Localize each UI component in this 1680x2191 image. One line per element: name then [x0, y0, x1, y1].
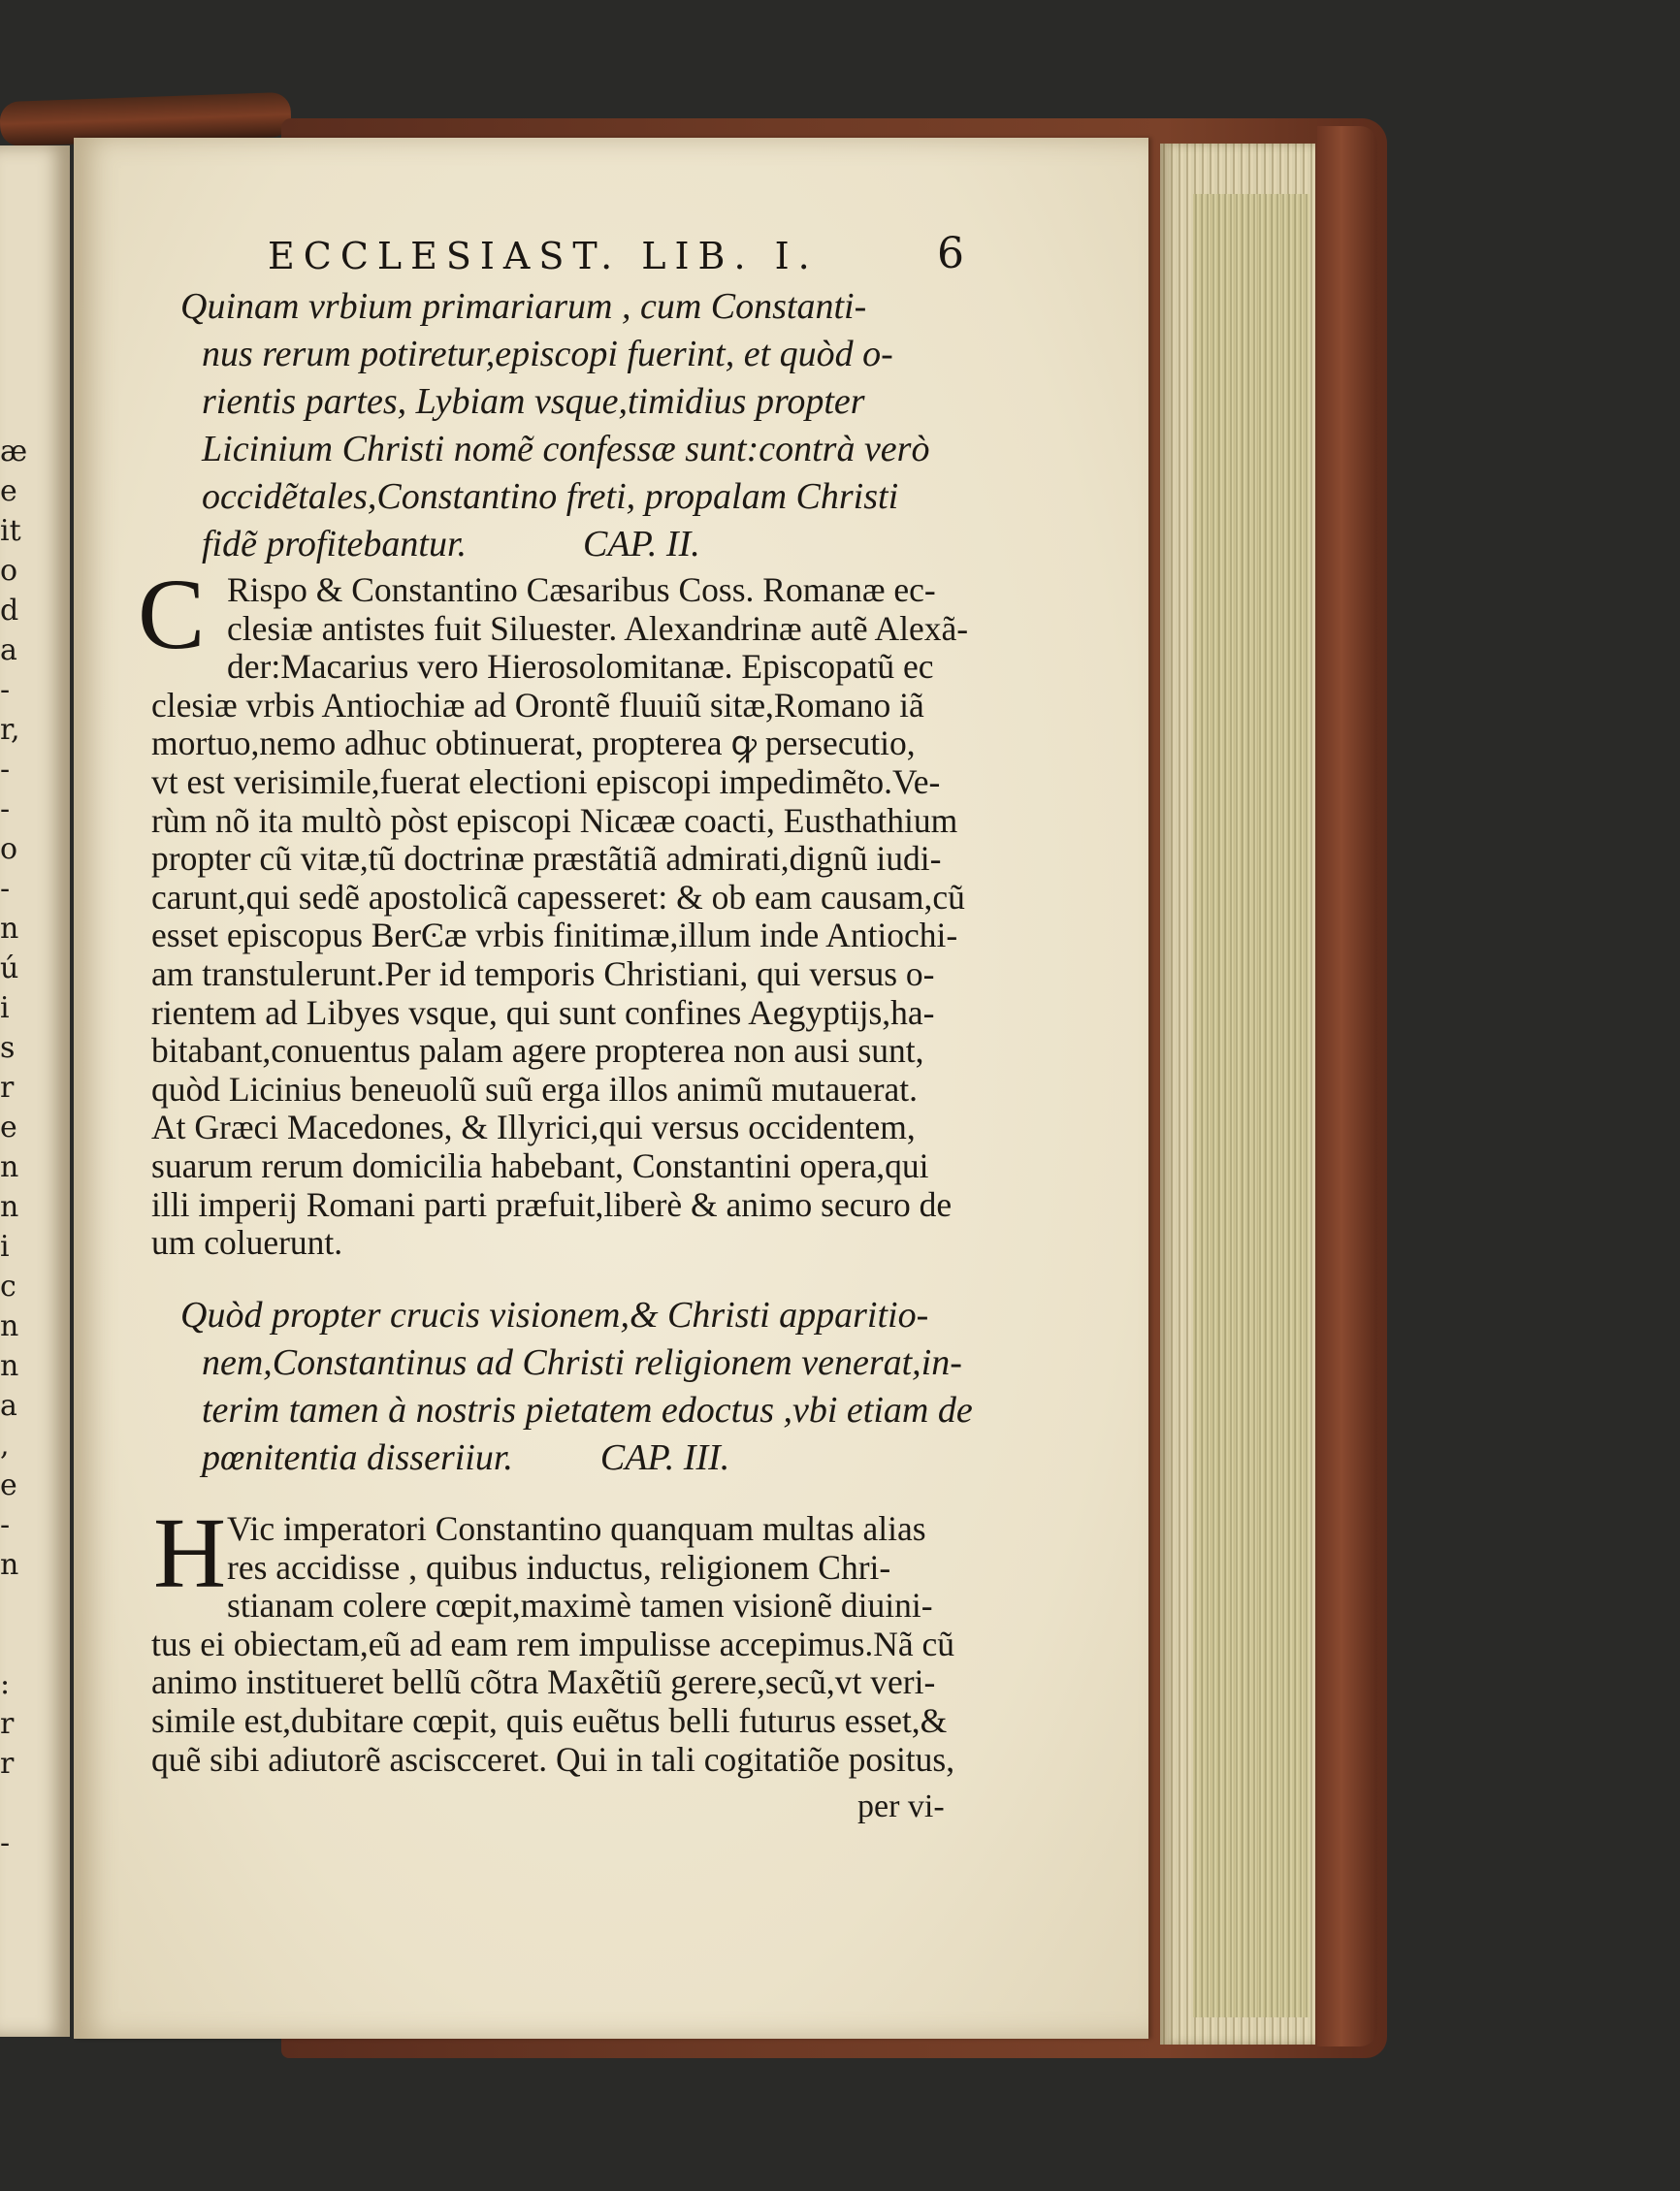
summary-line-text: pœnitentia disseriiur.	[202, 1437, 513, 1478]
folio-number: 6	[937, 229, 964, 278]
catchword: per vi-	[857, 1788, 945, 1824]
body-line: illi imperij Romani parti præfuit,liberè & animo securo de	[151, 1184, 953, 1224]
left-page-letter: -	[0, 1508, 11, 1542]
body-line: um coluerunt.	[151, 1223, 343, 1263]
summary-line: Quòd propter crucis visionem,& Christi apparitio-	[180, 1295, 929, 1336]
left-page-letter	[0, 1585, 19, 1625]
summary-line: Quinam vrbium primariarum , cum Constanti-	[180, 286, 867, 327]
left-page-letter: -	[0, 673, 11, 707]
summary-line: nus rerum potiretur,episcopi fuerint, et quòd o-	[202, 334, 893, 374]
left-page-letter: r	[0, 1707, 15, 1741]
left-page-letter: r,	[0, 713, 20, 747]
left-page-letter: n	[0, 1349, 19, 1383]
left-page-letter: -	[0, 792, 11, 826]
body-line: rùm nõ ita multò pòst episcopi Nicææ coacti, Eusthathium	[151, 800, 958, 840]
running-title: ECCLESIAST. LIB. I.	[268, 235, 819, 277]
chapter-3-drop-initial: H	[153, 1498, 227, 1609]
body-line: esset episcopus BerϾæ vrbis finitimæ,illum inde Antiochi-	[151, 916, 958, 955]
left-page-letter: i	[0, 1230, 10, 1264]
left-page-letter: e	[0, 474, 17, 508]
page-edges-shading	[1193, 194, 1309, 2017]
body-line: bitabant,conuentus palam agere propterea non ausi sunt,	[151, 1031, 924, 1071]
chapter-3-body	[151, 1498, 1015, 1779]
left-page-letter: i	[0, 991, 10, 1025]
left-page-letter: o	[0, 554, 18, 588]
body-line: rientem ad Libyes vsque, qui sunt confines Aegyptijs,ha-	[151, 992, 935, 1032]
cover-edge	[1317, 126, 1377, 2046]
chapter-2-label: CAP. II.	[583, 524, 700, 564]
body-line: Vic imperatori Constantino quanquam multas alias	[227, 1509, 926, 1548]
body-line: suarum rerum domicilia habebant, Constantini opera,qui	[151, 1145, 929, 1185]
body-line: quẽ sibi adiutorẽ asciscceret. Qui in tali cogitatiõe positus,	[151, 1739, 955, 1779]
summary-line: terim tamen à nostris pietatem edoctus ,vbi etiam de	[202, 1390, 973, 1431]
left-page-letter: n	[0, 1150, 19, 1184]
left-page-letter: æ	[0, 435, 28, 468]
summary-line-text: fidẽ profitebantur.	[202, 524, 468, 564]
left-page-letter: n	[0, 912, 19, 946]
running-header	[268, 229, 966, 278]
body-line: mortuo,nemo adhuc obtinuerat, propterea ꝙ persecutio,	[151, 724, 916, 763]
left-page-letter: e	[0, 1111, 17, 1144]
summary-line	[180, 521, 1034, 568]
body-line: vt est verisimile,fuerat electioni episcopi impedimẽto.Ve-	[151, 761, 941, 801]
left-page-letter: -	[0, 1826, 11, 1860]
left-page-letter: n	[0, 1190, 19, 1224]
body-line: propter cũ vitæ,tũ doctrinæ præstãtiã admirati,dignũ iudi-	[151, 839, 942, 879]
left-page-letter	[0, 1625, 19, 1664]
chapter-2-drop-initial: C	[138, 559, 206, 670]
body-line: simile est,dubitare cœpit, quis euẽtus belli futurus esset,&	[151, 1700, 948, 1740]
left-page-letter: e	[0, 1468, 17, 1502]
body-line: Rispo & Constantino Cæsaribus Coss. Romanæ ec-	[227, 570, 936, 609]
left-page-letter: it	[0, 514, 21, 548]
body-line: quòd Licinius beneuolũ suũ erga illos animũ mutauerat.	[151, 1069, 919, 1109]
body-line: carunt,qui sedẽ apostolicã capesseret: & ob eam causam,cũ	[151, 877, 965, 917]
left-page-letter: a	[0, 633, 17, 667]
left-page-letter: n	[0, 1309, 19, 1343]
left-page-fragments	[0, 432, 28, 1863]
body-line: stianam colere cœpit,maximè tamen visionẽ diuini-	[227, 1586, 933, 1626]
left-page-letter	[0, 1784, 19, 1823]
left-page-letter: r	[0, 1747, 15, 1781]
summary-line: Licinium Christi nomẽ confessæ sunt:contrà verò	[202, 429, 930, 469]
left-page-letter: a	[0, 1389, 17, 1423]
right-page	[74, 138, 1148, 2039]
body-line: tus ei obiectam,eũ ad eam rem impulisse accepimus.Nã cũ	[151, 1624, 955, 1663]
chapter-3-label: CAP. III.	[599, 1437, 730, 1478]
left-page-letter: c	[0, 1270, 16, 1304]
summary-line: nem,Constantinus ad Christi religionem venerat,in-	[202, 1342, 962, 1383]
chapter-3-summary	[180, 1292, 1034, 1482]
summary-line	[180, 1434, 1034, 1482]
body-line: res accidisse , quibus inductus, religionem Chri-	[227, 1547, 891, 1587]
left-page-letter: s	[0, 1031, 16, 1065]
left-page-letter: -	[0, 753, 11, 787]
left-page-letter: n	[0, 1548, 19, 1582]
summary-line: rientis partes, Lybiam vsque,timidius propter	[202, 381, 865, 422]
left-page-letter: o	[0, 832, 18, 866]
body-line: animo institueret bellũ cõtra Maxẽtiũ gerere,secũ,vt veri-	[151, 1662, 936, 1702]
left-page-letter: ,	[0, 1429, 10, 1463]
body-line: clesiæ antistes fuit Siluester. Alexandrinæ autẽ Alexã-	[227, 608, 969, 648]
summary-line: occidẽtales,Constantino freti, propalam Christi	[202, 476, 899, 517]
body-line: clesiæ vrbis Antiochiæ ad Orontẽ fluuiũ sitæ,Romano iã	[151, 685, 924, 725]
left-page-letter: ú	[0, 951, 19, 985]
left-page-letter: r	[0, 1071, 15, 1105]
left-page-letter: -	[0, 872, 11, 906]
chapter-2-summary	[180, 283, 1034, 568]
body-line: der:Macarius vero Hierosolomitanæ. Episcopatũ ec	[227, 647, 934, 687]
body-line: At Græci Macedones, & Illyrici,qui versus occidentem,	[151, 1108, 916, 1147]
body-line: am transtulerunt.Per id temporis Christiani, qui versus o-	[151, 953, 935, 993]
left-page-letter: d	[0, 594, 19, 628]
left-facing-page	[0, 145, 70, 2037]
left-page-letter: :	[0, 1667, 11, 1701]
chapter-2-body	[151, 571, 1015, 1263]
